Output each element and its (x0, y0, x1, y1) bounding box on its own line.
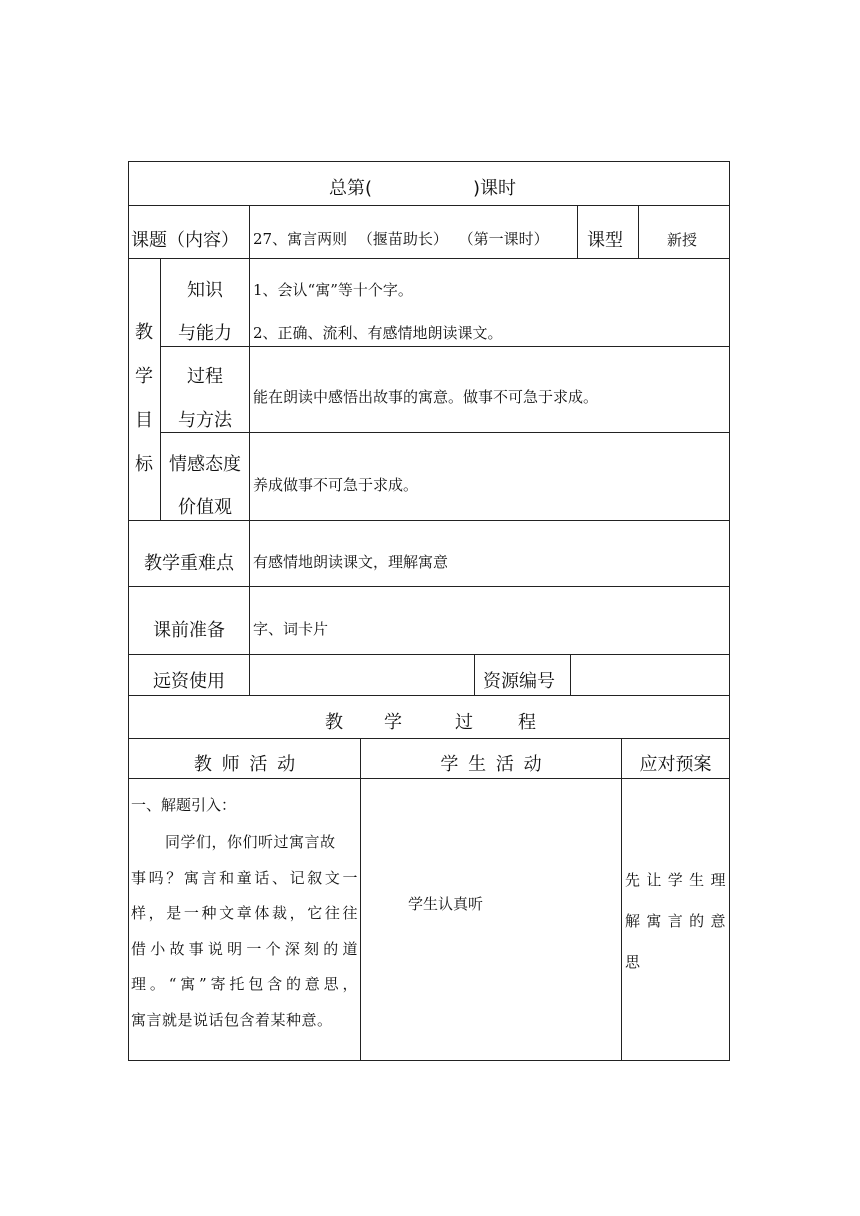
plan-line: 先让学生理 (625, 871, 726, 889)
preparation-value: 字、词卡片 (253, 620, 329, 638)
plan-line: 解寓言的意 (625, 912, 726, 930)
type-value: 新授 (667, 231, 698, 249)
objectives-char: 目 (135, 410, 153, 431)
topic-value: 27、寓言两则 （揠苗助长） （第一课时） (253, 230, 549, 248)
topic-label: 课题（内容） (131, 230, 239, 251)
key-points-label: 教学重难点 (144, 553, 234, 574)
resources-label: 远资使用 (153, 671, 225, 692)
teacher-line: 理。“寓”寄托包含的意思， (131, 975, 358, 993)
process-title-char: 学 (384, 712, 402, 733)
knowledge-label-line2: 与能力 (178, 323, 232, 344)
knowledge-label-line1: 知识 (187, 280, 223, 301)
resource-number-label: 资源编号 (483, 671, 555, 692)
plan-line: 思 (625, 953, 641, 971)
resources-value[interactable] (253, 665, 471, 687)
objectives-char: 教 (135, 322, 153, 343)
plan-text (625, 860, 726, 983)
process-title-char: 程 (518, 712, 536, 733)
knowledge-item: 1、会认“寓”等十个字。 (253, 281, 413, 299)
type-label: 课型 (587, 230, 623, 251)
emotion-label-line2: 价值观 (178, 497, 232, 518)
process-label-line2: 与方法 (178, 410, 232, 431)
teacher-line: 借小故事说明一个深刻的道 (131, 939, 358, 958)
student-activity-text: 学生认真听 (408, 895, 484, 913)
teacher-line: 样，是一种文章体裁，它往往 (131, 904, 358, 922)
col-header-student: 学 生 活 动 (440, 754, 542, 775)
teacher-line: 事吗？寓言和童话、记叙文一 (131, 868, 358, 887)
key-points-value: 有感情地朗读课文，理解寓意 (253, 553, 449, 571)
objectives-char: 标 (135, 454, 153, 475)
process-value: 能在朗读中感悟出故事的寓意。做事不可急于求成。 (253, 388, 599, 406)
emotion-value: 养成做事不可急于求成。 (253, 476, 419, 494)
teacher-line: 寓言就是说话包含着某种意。 (131, 1010, 333, 1029)
teacher-section-heading: 一、解题引入： (131, 796, 237, 814)
col-header-plan: 应对预案 (639, 754, 712, 775)
process-label-line1: 过程 (187, 366, 223, 387)
lesson-count-title-right: )课时 (473, 178, 517, 199)
process-title-char: 过 (455, 712, 473, 733)
preparation-label: 课前准备 (153, 620, 225, 641)
knowledge-item: 2、正确、流利、有感情地朗读课文。 (253, 324, 503, 342)
process-title-char: 教 (325, 712, 343, 733)
lesson-count-blank[interactable] (382, 174, 470, 196)
teacher-activity-text (131, 825, 358, 1038)
teacher-line: 同学们，你们听过寓言故 (165, 833, 336, 851)
objectives-char: 学 (135, 366, 153, 387)
col-header-teacher: 教 师 活 动 (193, 754, 296, 775)
lesson-count-title-left: 总第( (329, 178, 373, 199)
emotion-label-line1: 情感态度 (169, 454, 241, 475)
resource-number-value[interactable] (574, 665, 726, 687)
